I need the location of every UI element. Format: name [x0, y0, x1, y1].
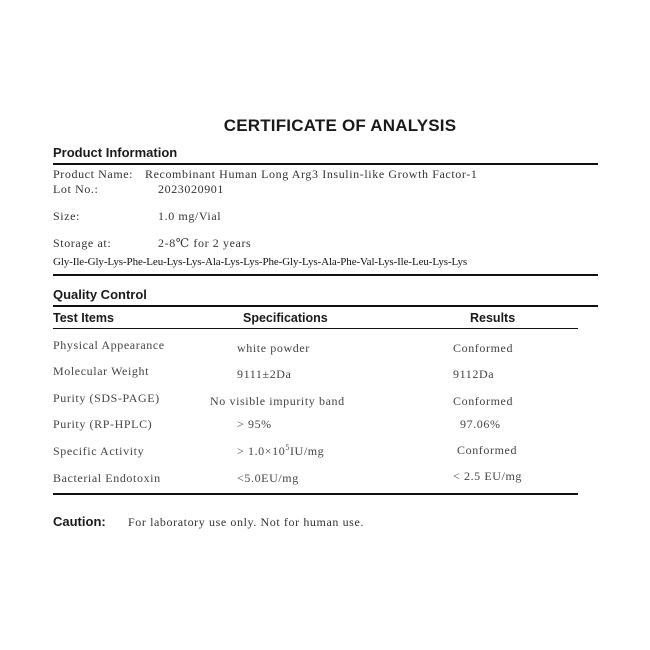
size-label: Size: [53, 209, 80, 223]
product-name-value: Recombinant Human Long Arg3 Insulin-like Growth Factor-1 [145, 167, 478, 181]
specification-exponent: 5 [285, 443, 290, 452]
test-item: Molecular Weight [53, 364, 150, 378]
column-header-specifications: Specifications [243, 311, 328, 325]
specification-base: > 1.0×10 [237, 444, 286, 458]
result: Conformed [453, 341, 514, 355]
result: 97.06% [460, 417, 501, 431]
specification: white powder [237, 341, 310, 355]
test-item: Physical Appearance [53, 338, 165, 352]
specification: <5.0EU/mg [237, 471, 299, 485]
product-info-bottom-rule [53, 274, 598, 276]
quality-control-heading: Quality Control [53, 287, 147, 302]
specification-unit: IU/mg [289, 444, 325, 458]
test-item: Specific Activity [53, 444, 145, 458]
quality-control-top-rule [53, 305, 598, 307]
column-header-results: Results [470, 311, 516, 325]
result: < 2.5 EU/mg [453, 469, 523, 483]
lot-label: Lot No.: [53, 182, 99, 196]
storage-label: Storage at: [53, 236, 112, 250]
caution-label: Caution: [53, 514, 106, 529]
storage-value: 2-8℃ for 2 years [158, 236, 252, 250]
caution-text: For laboratory use only. Not for human use. [128, 515, 364, 529]
test-item: Bacterial Endotoxin [53, 471, 161, 485]
result: Conformed [457, 443, 518, 457]
product-name-label: Product Name: [53, 167, 134, 181]
lot-value: 2023020901 [158, 182, 224, 196]
peptide-sequence: Gly-Ile-Gly-Lys-Phe-Leu-Lys-Lys-Ala-Lys-Lys-Phe-Gly-Lys-Ala-Phe-Val-Lys-Ile-Leu-Lys-Lys [53, 256, 468, 268]
specification: No visible impurity band [210, 394, 345, 408]
document-title: CERTIFICATE OF ANALYSIS [223, 116, 457, 135]
test-item: Purity (RP-HPLC) [53, 417, 153, 431]
size-value: 1.0 mg/Vial [158, 209, 222, 223]
table-bottom-rule [53, 493, 578, 495]
result: 9112Da [453, 367, 495, 381]
test-item: Purity (SDS-PAGE) [53, 391, 160, 405]
result: Conformed [453, 394, 514, 408]
column-header-test-items: Test Items [53, 311, 114, 325]
product-info-heading: Product Information [53, 145, 178, 160]
table-header-rule [53, 328, 578, 329]
specification [237, 443, 324, 459]
product-info-top-rule [53, 163, 598, 165]
specification: 9111±2Da [237, 367, 292, 381]
specification: > 95% [237, 417, 272, 431]
